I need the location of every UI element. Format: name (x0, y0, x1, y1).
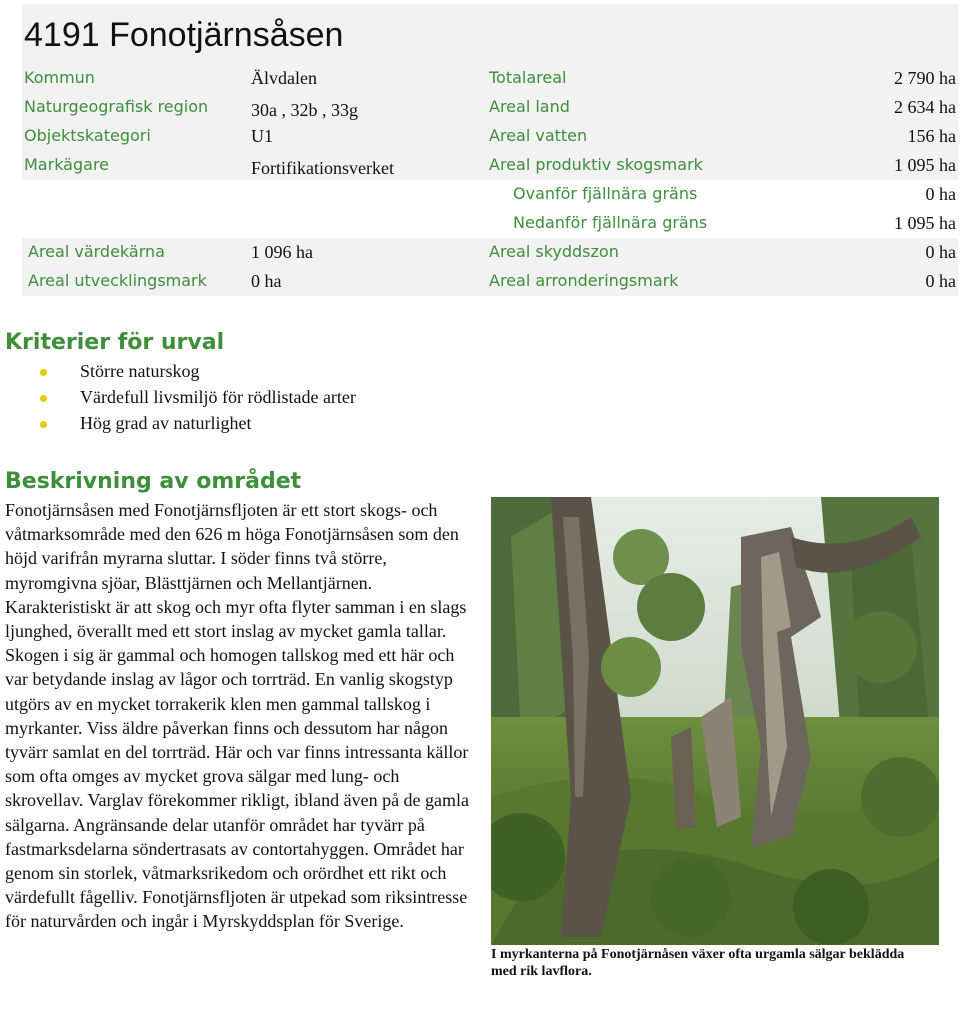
criteria-list (40, 361, 356, 439)
facts-row (22, 64, 958, 93)
facts-row (22, 180, 958, 209)
land-value: 2 634 ha (894, 97, 956, 117)
vatten-label: Areal vatten (489, 126, 588, 145)
skyddszon-label: Areal skyddszon (489, 242, 619, 261)
kategori-value: U1 (251, 126, 273, 146)
utveckling-label: Areal utvecklingsmark (28, 271, 207, 290)
photo-caption: I myrkanterna på Fonotjärnåsen växer ofta urgamla sälgar beklädda med rik lavflora. (491, 947, 905, 979)
kommun-value: Älvdalen (251, 68, 317, 88)
produktiv-value: 1 095 ha (894, 155, 956, 175)
facts-row (22, 93, 958, 122)
criteria-heading: Kriterier för urval (5, 330, 225, 355)
land-label: Areal land (489, 97, 570, 116)
nedanfor-label: Nedanför fjällnära gräns (513, 213, 708, 232)
markagare-value: Fortifikationsverket (251, 158, 394, 178)
list-item (40, 387, 356, 413)
vatten-value: 156 ha (907, 126, 956, 146)
facts-row (22, 122, 958, 151)
arrondering-label: Areal arronderingsmark (489, 271, 679, 290)
facts-row (22, 238, 958, 267)
arrondering-value: 0 ha (925, 271, 956, 291)
description-text: Fonotjärnsåsen med Fonotjärnsfljoten är ett stort skogs- och våtmarksområde med den 626 m höga Fonotjärnsåsen som den höjd varifrån myrarna sluttar. I söder finns två större, myromgivna sjöar, Blästtjärnen och Mellantjärnen. Karakteristiskt är att skog och myr ofta flyter samman i en slags ljunghed, överallt med ett stort inslag av mycket gamla tallar. Skogen i sig är gammal och homogen tallskog med ett här och var betydande inslag av lågor och torrträd. En vanlig skogstyp utgörs av en mycket torrakerik klen men gammal tallskog i myrkanter. Viss äldre påverkan finns och dessutom har någon tyvärr samlat en del torrträd. Här och var finns intressanta källor som ofta omges av mycket grova sälgar med lung- och skrovellav. Varglav förekommer rikligt, ibland även på de gamla sälgarna. Angränsande delar utanför området har tyvärr på fastmarksdelarna söndertrasats av contortahyggen. Området har genom sin storlek, våtmarksrikedom och orördhet ett rikt och värdefullt fågelliv. Fonotjärnsfljoten är utpekad som riksintresse för naturvården och ingår i Myrskyddsplan för Sverige. (5, 500, 470, 932)
list-item (40, 361, 356, 387)
criteria-text: Större naturskog (80, 361, 200, 381)
totalareal-value: 2 790 ha (894, 68, 956, 88)
ovanfor-label: Ovanför fjällnära gräns (513, 184, 698, 203)
ovanfor-value: 0 ha (925, 184, 956, 204)
region-value: 30a , 32b , 33g (251, 100, 358, 120)
bullet-icon (40, 395, 47, 402)
bullet-icon (40, 369, 47, 376)
kommun-label: Kommun (24, 68, 95, 87)
produktiv-label: Areal produktiv skogsmark (489, 155, 703, 174)
criteria-text: Värdefull livsmiljö för rödlistade arter (80, 387, 356, 407)
criteria-text: Hög grad av naturlighet (80, 413, 252, 433)
kategori-label: Objektskategori (24, 126, 151, 145)
skyddszon-value: 0 ha (925, 242, 956, 262)
forest-photo (491, 497, 939, 945)
facts-row (22, 151, 958, 180)
page-title: 4191 Fonotjärnsåsen (24, 16, 344, 54)
region-label: Naturgeografisk region (24, 97, 209, 116)
vardekarna-value: 1 096 ha (251, 242, 313, 262)
totalareal-label: Totalareal (489, 68, 567, 87)
markagare-label: Markägare (24, 155, 110, 174)
facts-table (22, 64, 958, 296)
facts-row (22, 267, 958, 296)
list-item (40, 413, 356, 439)
utveckling-value: 0 ha (251, 271, 282, 291)
bullet-icon (40, 421, 47, 428)
nedanfor-value: 1 095 ha (894, 213, 956, 233)
forest-illustration (491, 497, 939, 945)
facts-row (22, 209, 958, 238)
description-heading: Beskrivning av området (5, 469, 302, 494)
vardekarna-label: Areal värdekärna (28, 242, 165, 261)
